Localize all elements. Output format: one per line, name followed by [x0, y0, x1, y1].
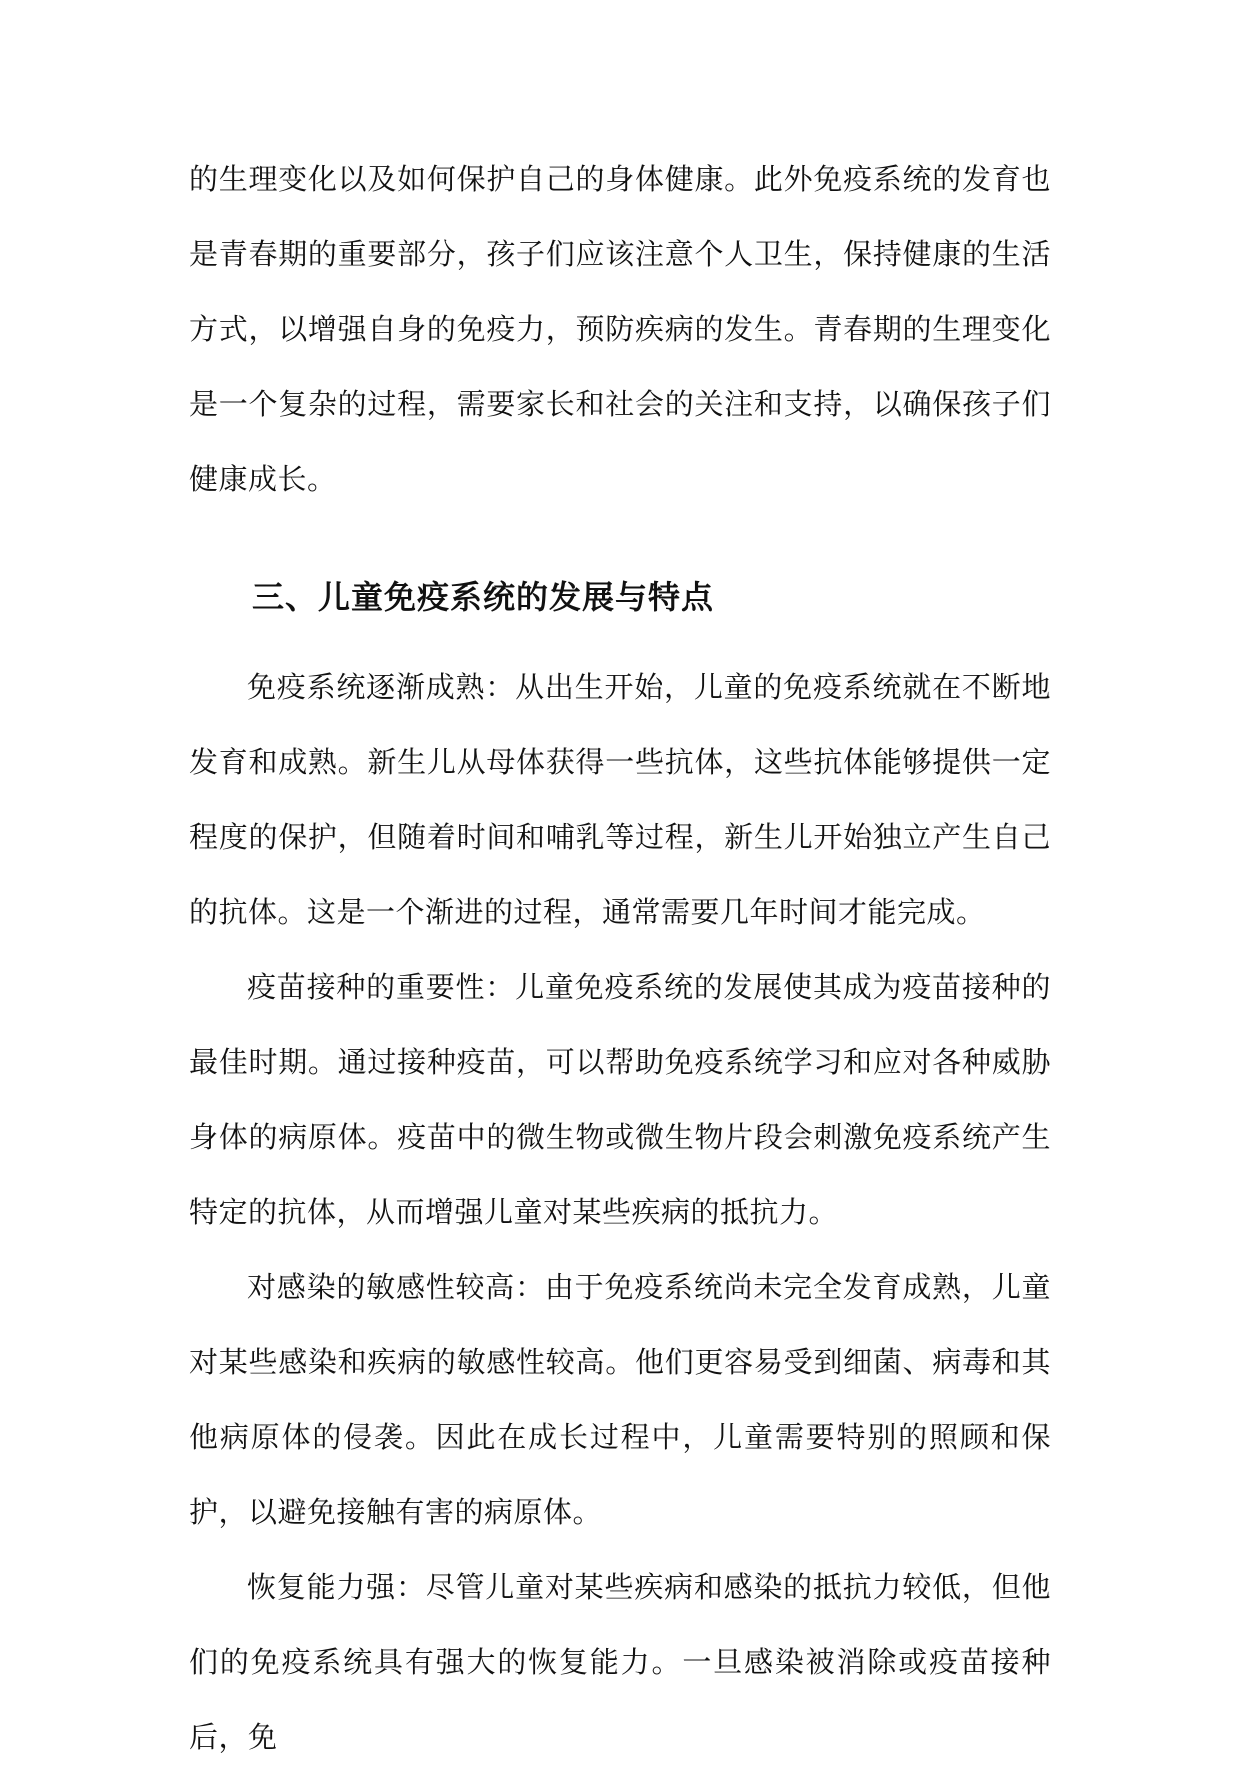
paragraph-vaccination: 疫苗接种的重要性：儿童免疫系统的发展使其成为疫苗接种的最佳时期。通过接种疫苗，可以帮助免疫系统学习和应对各种威胁身体的病原体。疫苗中的微生物或微生物片段会刺激免疫系统产生特定的抗体，从而增强儿童对某些疾病的抵抗力。	[189, 970, 1051, 1229]
paragraph-infection-sensitivity: 对感染的敏感性较高：由于免疫系统尚未完全发育成熟，儿童对某些感染和疾病的敏感性较高。他们更容易受到细菌、病毒和其他病原体的侵袭。因此在成长过程中，儿童需要特别的照顾和保护，以避免接触有害的病原体。	[189, 1270, 1051, 1529]
document-body	[189, 142, 1051, 1775]
paragraph-recovery-ability: 恢复能力强：尽管儿童对某些疾病和感染的抵抗力较低，但他们的免疫系统具有强大的恢复能力。一旦感染被消除或疫苗接种后，免	[189, 1570, 1051, 1754]
paragraph-immune-maturation: 免疫系统逐渐成熟：从出生开始，儿童的免疫系统就在不断地发育和成熟。新生儿从母体获得一些抗体，这些抗体能够提供一定程度的保护，但随着时间和哺乳等过程，新生儿开始独立产生自己的抗体。这是一个渐进的过程，通常需要几年时间才能完成。	[189, 670, 1051, 929]
section-heading: 三、儿童免疫系统的发展与特点	[252, 578, 715, 616]
intro-paragraph: 的生理变化以及如何保护自己的身体健康。此外免疫系统的发育也是青春期的重要部分，孩子们应该注意个人卫生，保持健康的生活方式，以增强自身的免疫力，预防疾病的发生。青春期的生理变化是一个复杂的过程，需要家长和社会的关注和支持，以确保孩子们健康成长。	[189, 162, 1051, 496]
